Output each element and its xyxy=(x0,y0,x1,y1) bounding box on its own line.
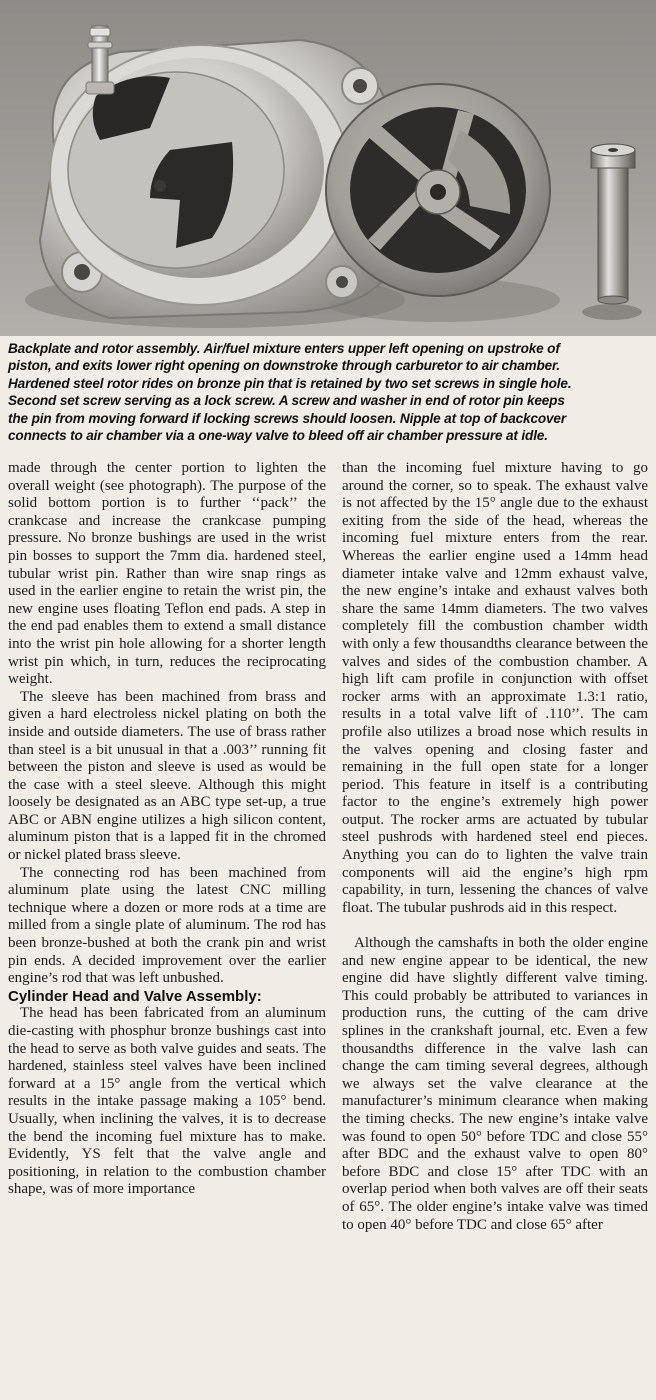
paragraph-valve-timing: Although the camshafts in both the older engine and new engine appear to be identical, the new engine did have slightly different valve timing. This could probably be attributed to variances in production runs, the cutting of the cam drive splines in the crankshaft journal, etc. Even a few thousandths difference in the valve lash can change the cam timing several degrees, although we always set the valve clearance at the manufacturer’s minimum clearance when making the timing checks. The new engine’s intake valve was found to open 50° before TDC and close 55° after BDC and the exhaust valve to open 80° before BDC and close 15° after TDC with an overlap period when both valves are off their seats of 65°. The older engine’s intake valve was timed to open 40° before TDC and close 65° after xyxy=(342,935,648,1233)
caption-line: Hardened steel rotor rides on bronze pin that is retained by two set screws in single hole. xyxy=(8,375,572,391)
paragraph-connecting-rod: The connecting rod has been machined from aluminum plate using the latest CNC milling technique where a dozen or more rods at a time are milled from a single plate of aluminum. The rod has been bronze-bushed at both the crank pin and wrist pin ends. A decided improvement over the earlier engine’s rod that was left unbushed. xyxy=(8,864,326,987)
article-left-column xyxy=(8,460,326,1199)
backplate-rotor-photo xyxy=(0,0,656,336)
caption-line: the pin from moving forward if locking screws should loosen. Nipple at top of backcover xyxy=(8,410,566,426)
section-heading: Cylinder Head and Valve Assembly: xyxy=(8,987,262,1005)
paragraph-valves: than the incoming fuel mixture having to go around the corner, so to speak. The exhaust valve is not affected by the 15° angle due to the exhaust exiting from the side of the head, whereas the incoming fuel mixture enters from the rear. Whereas the earlier engine used a 14mm head diameter intake valve and 12mm exhaust valve, the new engine’s intake and exhaust valves both share the same 14mm diameters. The two valves completely fill the combustion chamber width with only a few thousandths clearance between the valves and sides of the combustion chamber. A high lift cam profile in conjunction with offset rocker arms with an approximate 1.3:1 ratio, results in a total valve lift of .110’’. The cam profile also utilizes a broad nose which results in the valves opening and closing faster and remaining in the full open state for a longer period. This feature in itself is a contributing factor to the engine’s extremely high power output. The rocker arms are actuated by tubular steel pushrods with hardened steel end pieces. Anything you can do to lighten the valve train components will aid the engine’s high rpm capability, in turn, lessening the chances of valve float. The tubular pushrods aid in this respect. xyxy=(342,460,648,916)
paragraph-piston: made through the center portion to lighten the overall weight (see photograph). The purpose of the solid bottom portion is to further ‘‘pack’’ the crankcase and increase the crankcase pumping pressure. No bronze bushings are used in the wrist pin bosses to support the 7mm dia. hardened steel, tubular wrist pin. Rather than wire snap rings as used in the earlier engine to retain the wrist pin, the new engine uses floating Teflon end pads. A step in the end pad enables them to extend a small distance into the wrist pin hole allowing for a shorter length wrist pin which, in turn, reduces the reciprocating weight. xyxy=(8,460,326,688)
photo-illustration xyxy=(0,0,656,336)
caption-line: Backplate and rotor assembly. Air/fuel mixture enters upper left opening on upstroke of xyxy=(8,341,560,356)
paragraph-sleeve: The sleeve has been machined from brass and given a hard electroless nickel plating on both the inside and outside diameters. The use of brass rather than steel is a bit unusual in that a .003’’ running fit between the piston and sleeve is used as would be the case with a steel sleeve. Although this might loosely be designated as an ABC type set-up, a true ABC or ABN engine utilizes a high silicon content, aluminum piston that is a lapped fit in the chromed or nickel plated brass sleeve. xyxy=(8,688,326,864)
article-right-column xyxy=(342,460,648,1234)
caption-line: Second set screw serving as a lock screw. A screw and washer in end of rotor pin keeps xyxy=(8,393,565,409)
paragraph-cylinder-head: The head has been fabricated from an aluminum die-casting with phosphur bronze bushings cast into the head to serve as both valve guides and seats. The hardened, stainless steel valves have been inclined forward at a 15° angle from the vertical which results in the intake passage making a 105° bend. Usually, when inclining the valves, it is to decrease the bend the incoming fuel mixture has to make. Evidently, YS felt that the valve angle and positioning, in relation to the combustion chamber shape, was of more importance xyxy=(8,1005,326,1198)
caption-line: piston, and exits lower right opening on downstroke through carburetor to air chamber. xyxy=(8,358,561,374)
caption-line: connects to air chamber via a one-way valve to bleed off air chamber pressure at idle. xyxy=(8,428,548,444)
photo-caption xyxy=(8,340,650,444)
